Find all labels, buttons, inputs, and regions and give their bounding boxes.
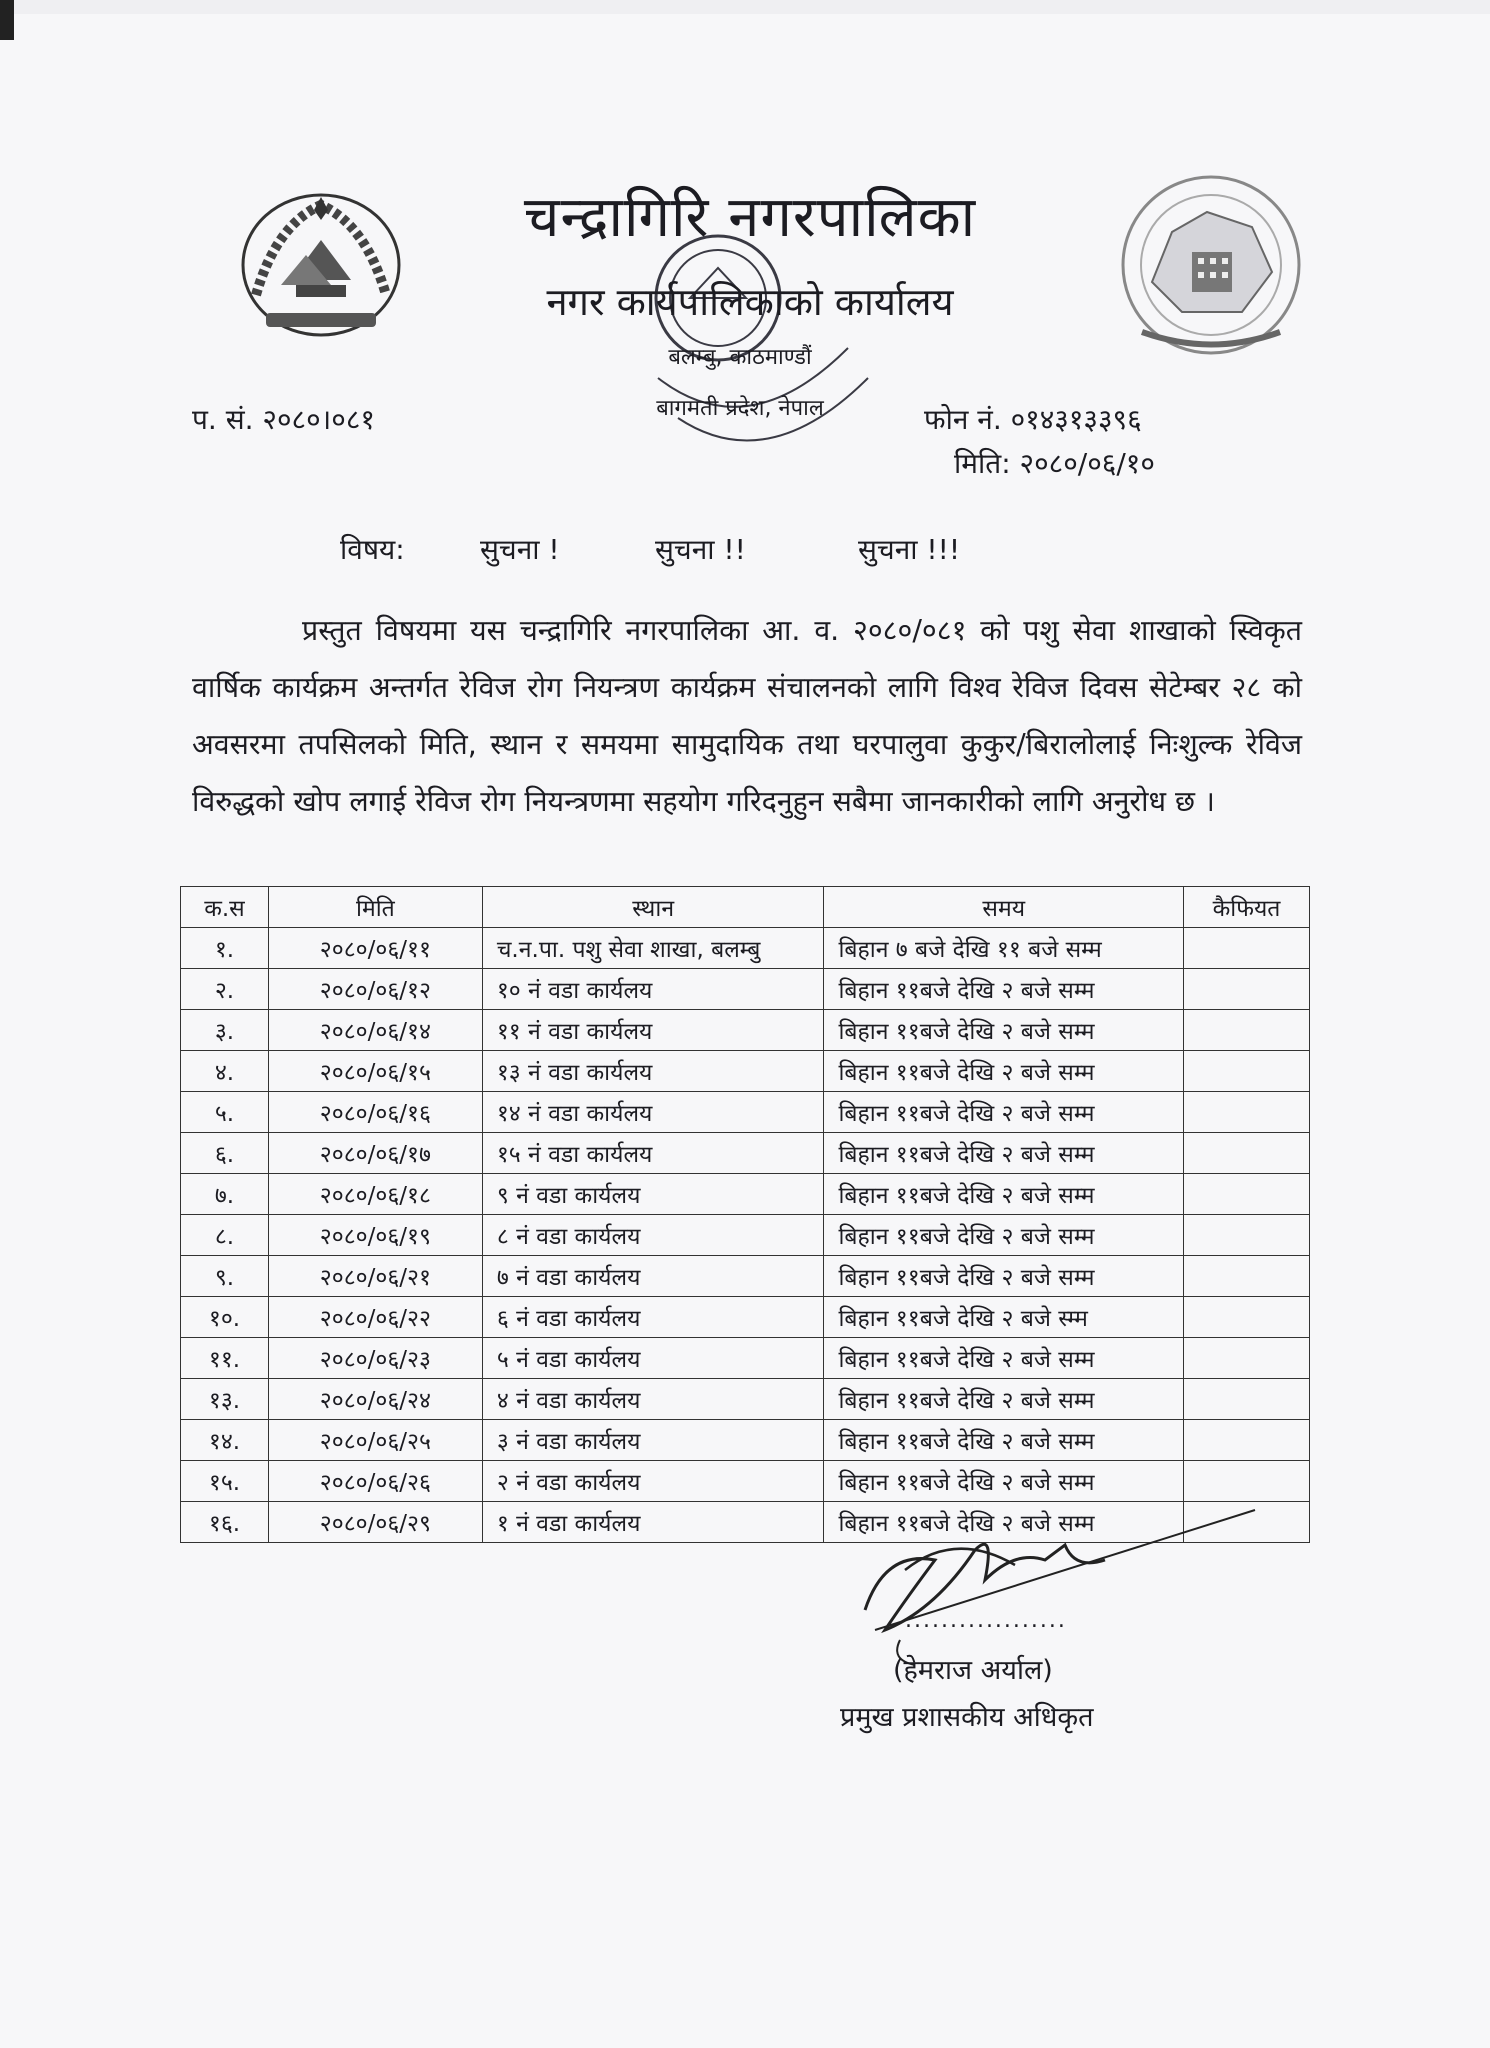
- cell-place: ११ नं वडा कार्यलय: [482, 1010, 824, 1051]
- cell-time: बिहान ११बजे देखि २ बजे सम्म: [824, 1010, 1184, 1051]
- issue-date: मिति: २०८०/०६/१०: [954, 447, 1155, 480]
- cell-serial: ८.: [181, 1215, 269, 1256]
- cell-place: ३ नं वडा कार्यलय: [482, 1420, 824, 1461]
- subject-label: विषय:: [340, 533, 405, 566]
- table-row: [181, 1174, 1310, 1215]
- signature-icon: [845, 1490, 1265, 1670]
- header-time: समय: [824, 887, 1184, 928]
- vaccination-schedule-table: [180, 886, 1310, 1543]
- cell-place: २ नं वडा कार्यलय: [482, 1461, 824, 1502]
- header-place: स्थान: [482, 887, 824, 928]
- cell-place: ९ नं वडा कार्यलय: [482, 1174, 824, 1215]
- subject-notice-2: सुचना !!: [655, 533, 746, 566]
- table-row: [181, 1338, 1310, 1379]
- cell-date: २०८०/०६/२३: [268, 1338, 482, 1379]
- cell-place: ८ नं वडा कार्यलय: [482, 1215, 824, 1256]
- cell-place: १३ नं वडा कार्यलय: [482, 1051, 824, 1092]
- cell-place: १० नं वडा कार्यलय: [482, 969, 824, 1010]
- table-row: [181, 1379, 1310, 1420]
- cell-place: ५ नं वडा कार्यलय: [482, 1338, 824, 1379]
- cell-date: २०८०/०६/२४: [268, 1379, 482, 1420]
- cell-serial: १.: [181, 928, 269, 969]
- reference-number: प. सं. २०८०।०८१: [192, 403, 375, 436]
- signatory-name: (हेमराज अर्याल): [893, 1655, 1053, 1686]
- cell-serial: २.: [181, 969, 269, 1010]
- cell-serial: १६.: [181, 1502, 269, 1543]
- cell-time: बिहान ११बजे देखि २ बजे सम्म: [824, 1092, 1184, 1133]
- office-subtitle: नगर कार्यपालिकाको कार्यालय: [546, 280, 954, 324]
- cell-date: २०८०/०६/१२: [268, 969, 482, 1010]
- cell-place: ७ नं वडा कार्यलय: [482, 1256, 824, 1297]
- cell-remarks: [1184, 1420, 1310, 1461]
- office-address-line1: बलम्बु, काठमाण्डौं: [668, 345, 812, 370]
- cell-time: बिहान ११बजे देखि २ बजे सम्म: [824, 1256, 1184, 1297]
- cell-time: बिहान ७ बजे देखि ११ बजे सम्म: [824, 928, 1184, 969]
- cell-time: बिहान ११बजे देखि २ बजे सम्म: [824, 1215, 1184, 1256]
- cell-serial: ११.: [181, 1338, 269, 1379]
- cell-remarks: [1184, 1297, 1310, 1338]
- table-row: [181, 1092, 1310, 1133]
- cell-serial: ९.: [181, 1256, 269, 1297]
- cell-date: २०८०/०६/२५: [268, 1420, 482, 1461]
- cell-date: २०८०/०६/२६: [268, 1461, 482, 1502]
- table-row: [181, 1051, 1310, 1092]
- cell-remarks: [1184, 969, 1310, 1010]
- municipality-logo-icon: [1112, 172, 1310, 358]
- cell-remarks: [1184, 1092, 1310, 1133]
- office-address-line2: बागमती प्रदेश, नेपाल: [656, 396, 824, 421]
- cell-date: २०८०/०६/२९: [268, 1502, 482, 1543]
- cell-serial: १५.: [181, 1461, 269, 1502]
- table-row: [181, 1133, 1310, 1174]
- cell-time: बिहान ११बजे देखि २ बजे सम्म: [824, 1051, 1184, 1092]
- table-header-row: [181, 887, 1310, 928]
- page-title: चन्द्रागिरि नगरपालिका: [523, 185, 977, 250]
- cell-date: २०८०/०६/२१: [268, 1256, 482, 1297]
- cell-time: बिहान ११बजे देखि २ बजे स्म्म: [824, 1297, 1184, 1338]
- cell-remarks: [1184, 1010, 1310, 1051]
- subject-notice-1: सुचना !: [480, 533, 560, 566]
- header-date: मिति: [268, 887, 482, 928]
- cell-place: च.न.पा. पशु सेवा शाखा, बलम्बु: [482, 928, 824, 969]
- table-row: [181, 969, 1310, 1010]
- cell-date: २०८०/०६/१४: [268, 1010, 482, 1051]
- cell-place: ४ नं वडा कार्यलय: [482, 1379, 824, 1420]
- cell-place: १४ नं वडा कार्यलय: [482, 1092, 824, 1133]
- nepal-emblem-icon: [236, 185, 406, 340]
- table-row: [181, 1420, 1310, 1461]
- cell-date: २०८०/०६/१५: [268, 1051, 482, 1092]
- cell-time: बिहान ११बजे देखि २ बजे सम्म: [824, 1420, 1184, 1461]
- signatory-designation: प्रमुख प्रशासकीय अधिकृत: [840, 1702, 1094, 1733]
- cell-date: २०८०/०६/२२: [268, 1297, 482, 1338]
- scan-edge: [0, 0, 1490, 14]
- cell-date: २०८०/०६/१६: [268, 1092, 482, 1133]
- cell-time: बिहान ११बजे देखि २ बजे सम्म: [824, 969, 1184, 1010]
- cell-remarks: [1184, 1256, 1310, 1297]
- cell-time: बिहान ११बजे देखि २ बजे सम्म: [824, 1379, 1184, 1420]
- notice-body: प्रस्तुत विषयमा यस चन्द्रागिरि नगरपालिका आ. व. २०८०/०८१ को पशु सेवा शाखाको स्विकृत वार्षिक कार्यक्रम अन्तर्गत रेविज रोग नियन्त्रण कार्यक्रम संचालनको लागि विश्व रेविज दिवस सेटेम्बर २८ को अवसरमा तपसिलको मिति, स्थान र समयमा सामुदायिक तथा घरपालुवा कुकुर/बिरालोलाई निःशुल्क रेविज विरुद्धको खोप लगाई रेविज रोग नियन्त्रणमा सहयोग गरिदनुहुन सबैमा जानकारीको लागि अनुरोध छ ।: [192, 614, 1302, 818]
- cell-remarks: [1184, 1338, 1310, 1379]
- cell-serial: ४.: [181, 1051, 269, 1092]
- cell-time: बिहान ११बजे देखि २ बजे सम्म: [824, 1461, 1184, 1502]
- cell-remarks: [1184, 1051, 1310, 1092]
- cell-serial: ५.: [181, 1092, 269, 1133]
- header-serial: क.स: [181, 887, 269, 928]
- table-row: [181, 1256, 1310, 1297]
- cell-remarks: [1184, 1379, 1310, 1420]
- subject-notice-3: सुचना !!!: [858, 533, 961, 566]
- cell-date: २०८०/०६/१८: [268, 1174, 482, 1215]
- cell-time: बिहान ११बजे देखि २ बजे सम्म: [824, 1133, 1184, 1174]
- cell-remarks: [1184, 1174, 1310, 1215]
- cell-remarks: [1184, 1133, 1310, 1174]
- cell-time: बिहान ११बजे देखि २ बजे सम्म: [824, 1174, 1184, 1215]
- cell-date: २०८०/०६/१९: [268, 1215, 482, 1256]
- cell-serial: १०.: [181, 1297, 269, 1338]
- scan-mark: [0, 0, 14, 40]
- cell-time: बिहान ११बजे देखि २ बजे सम्म: [824, 1338, 1184, 1379]
- cell-serial: ३.: [181, 1010, 269, 1051]
- cell-date: २०८०/०६/१७: [268, 1133, 482, 1174]
- cell-serial: ७.: [181, 1174, 269, 1215]
- cell-serial: १४.: [181, 1420, 269, 1461]
- signature-line: ..................: [905, 1608, 1067, 1633]
- phone-number: फोन नं. ०१४३१३३९६: [924, 403, 1142, 436]
- table-row: [181, 1010, 1310, 1051]
- header-remarks: कैफियत: [1184, 887, 1310, 928]
- cell-place: १५ नं वडा कार्यलय: [482, 1133, 824, 1174]
- table-row: [181, 1297, 1310, 1338]
- cell-place: ६ नं वडा कार्यलय: [482, 1297, 824, 1338]
- cell-time: बिहान ११बजे देखि २ बजे सम्म: [824, 1502, 1184, 1543]
- cell-place: १ नं वडा कार्यलय: [482, 1502, 824, 1543]
- cell-serial: १३.: [181, 1379, 269, 1420]
- table-row: [181, 928, 1310, 969]
- cell-date: २०८०/०६/११: [268, 928, 482, 969]
- cell-remarks: [1184, 1215, 1310, 1256]
- table-row: [181, 1215, 1310, 1256]
- cell-remarks: [1184, 928, 1310, 969]
- cell-serial: ६.: [181, 1133, 269, 1174]
